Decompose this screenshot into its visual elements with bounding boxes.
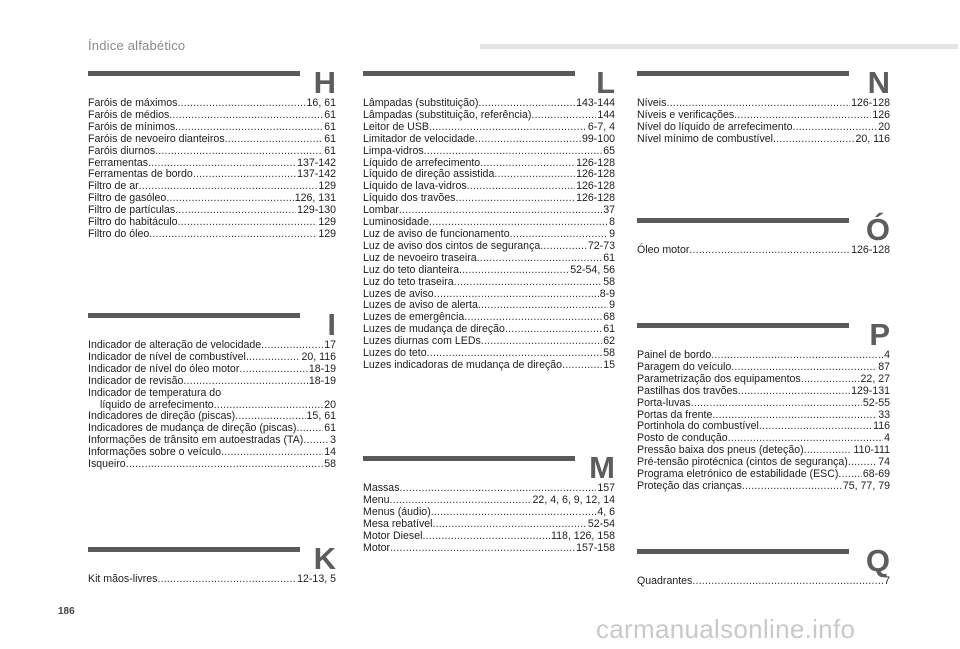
entry-pages: 33: [878, 408, 890, 421]
index-entry: [363, 265, 615, 277]
entry-pages: 4: [884, 432, 890, 445]
entry-label: Líquido de arrefecimento: [363, 156, 481, 169]
entry-label: Luzes do teto: [363, 347, 427, 360]
section-divider: [637, 218, 849, 223]
entry-label: Proteção das crianças: [637, 479, 742, 492]
entry-label: Lâmpadas (substituição, referência): [363, 108, 532, 121]
entry-pages: 20: [878, 120, 890, 133]
section-divider: [363, 71, 575, 76]
dot-leader: [225, 134, 324, 146]
dot-leader: [166, 193, 293, 205]
index-entry: [88, 364, 336, 376]
entry-label: líquido de arrefecimento: [100, 398, 214, 411]
entry-pages: 52-54: [587, 517, 615, 530]
page-header-title: Índice alfabético: [88, 38, 186, 53]
entry-label: Filtro de partículas: [88, 204, 176, 217]
entry-pages: 87: [878, 360, 890, 373]
entry-label: Luzes de mudança de direção: [363, 323, 505, 336]
index-entry: [88, 459, 336, 471]
index-entry: [637, 386, 890, 398]
entry-label: Informações de trânsito em autoestradas (TA): [88, 434, 304, 447]
dot-leader: [178, 217, 318, 229]
entry-label: Faróis diurnos: [88, 144, 156, 157]
entry-label: Posto de condução: [637, 432, 728, 445]
entry-label: Luzes de aviso: [363, 287, 434, 300]
entry-label: Luz de nevoeiro traseira: [363, 251, 477, 264]
section-letter: Q: [865, 543, 890, 578]
dot-leader: [193, 169, 296, 181]
entry-label: Luz de aviso de funcionamento: [363, 227, 510, 240]
entry-pages: 118, 126, 158: [550, 529, 615, 542]
entry-label: Portinhola do combustível: [637, 420, 759, 433]
dot-leader: [432, 519, 586, 531]
dot-leader: [239, 364, 308, 376]
dot-leader: [477, 253, 603, 265]
entry-label: Lâmpadas (substituição): [363, 97, 479, 109]
entry-pages: 110-111: [853, 444, 890, 457]
index-entry: [363, 134, 615, 146]
section-divider: [88, 313, 300, 318]
entry-label: Luzes de aviso de alerta: [363, 299, 478, 312]
entry-pages: 75, 77, 79: [842, 479, 890, 492]
entry-pages: 99-100: [582, 132, 615, 145]
entry-label: Lombar: [363, 204, 399, 217]
dot-leader: [711, 350, 883, 362]
section-k: [88, 541, 336, 586]
entry-pages: 22, 27: [860, 372, 890, 385]
entry-list: [88, 340, 336, 471]
dot-leader: [183, 376, 307, 388]
entry-label: Faróis de mínimos: [88, 120, 176, 133]
dot-leader: [480, 158, 575, 170]
entry-pages: 65: [603, 144, 615, 157]
dot-leader: [792, 122, 877, 134]
entry-pages: 137-142: [297, 168, 336, 181]
entry-pages: 129: [318, 180, 336, 193]
dot-leader: [759, 421, 872, 433]
entry-label: Líquido de lava-vidros: [363, 180, 467, 193]
entry-pages: 157: [597, 482, 615, 494]
entry-label: Óleo motor: [637, 244, 690, 256]
entry-pages: 61: [324, 144, 336, 157]
dot-leader: [177, 98, 305, 110]
entry-label: Menus (áudio): [363, 505, 431, 518]
section-p: [637, 317, 890, 493]
index-entry: [637, 245, 890, 257]
dot-leader: [399, 205, 602, 217]
entry-pages: 72-73: [587, 239, 615, 252]
entry-label: Luzes de emergência: [363, 311, 465, 324]
dot-leader: [431, 507, 597, 519]
index-entry: [88, 122, 336, 134]
entry-pages: 126-128: [576, 168, 615, 181]
dot-leader: [505, 324, 602, 336]
entry-pages: 4, 6: [597, 505, 615, 518]
entry-pages: 9: [609, 227, 615, 240]
dot-leader: [801, 374, 860, 386]
entry-pages: 58: [603, 275, 615, 288]
index-entry: [637, 122, 890, 134]
entry-pages: 8-9: [599, 287, 615, 300]
entry-label: Faróis de máximos: [88, 97, 178, 109]
entry-label: Paragem do veículo: [637, 360, 732, 373]
watermark-text: carmanualsonline.info: [596, 614, 856, 644]
section-letter: L: [596, 65, 615, 100]
section-i: [88, 307, 336, 471]
entry-pages: 126-128: [576, 156, 615, 169]
entry-pages: 37: [603, 204, 615, 217]
entry-label: Indicador de revisão: [88, 374, 184, 387]
entry-pages: 61: [324, 120, 336, 133]
entry-label: Filtro de gasóleo: [88, 192, 167, 205]
entry-pages: 126: [872, 108, 890, 121]
dot-leader: [478, 300, 608, 312]
dot-leader: [494, 169, 575, 181]
index-entry: [363, 543, 615, 555]
entry-label: Luz do teto dianteira: [363, 263, 460, 276]
entry-label: Níveis e verificações: [637, 108, 735, 121]
dot-leader: [692, 576, 883, 588]
index-entry: [363, 146, 615, 158]
entry-pages: 20, 116: [301, 350, 336, 363]
entry-pages: 129-131: [851, 384, 890, 397]
dot-leader: [149, 229, 317, 241]
entry-pages: 144: [597, 108, 615, 121]
index-entry: [363, 193, 615, 205]
entry-label: Luz de aviso dos cintos de segurança: [363, 239, 541, 252]
index-entry: [363, 360, 615, 372]
dot-leader: [531, 110, 596, 122]
entry-label: Painel de bordo: [637, 349, 712, 361]
entry-pages: 126, 131: [294, 192, 336, 205]
section-l: [363, 65, 615, 372]
entry-pages: 126-128: [851, 97, 890, 109]
section-divider: [363, 456, 575, 461]
entry-pages: 58: [324, 458, 336, 471]
entry-label: Indicadores de direção (piscas): [88, 410, 236, 423]
entry-label: Luzes diurnas com LEDs: [363, 335, 481, 348]
entry-pages: 129: [318, 216, 336, 229]
section-letter: N: [867, 65, 890, 100]
entry-pages: 14: [324, 446, 336, 459]
entry-label: Massas: [363, 482, 400, 494]
entry-label: Pastilhas dos travões: [637, 384, 738, 397]
dot-leader: [429, 122, 587, 134]
section-o: [637, 212, 890, 257]
entry-pages: 20: [324, 398, 336, 411]
index-entry: [363, 519, 615, 531]
entry-label: Parametrização dos equipamentos: [637, 372, 801, 385]
entry-pages: 9: [609, 299, 615, 312]
entry-label: Líquido de direção assistida: [363, 168, 495, 181]
index-entry: [637, 481, 890, 493]
section-divider: [637, 323, 849, 328]
entry-pages: 74: [878, 456, 890, 469]
entry-label: Indicador de alteração de velocidade: [88, 339, 262, 351]
entry-label: Nível mínimo de combustível: [637, 132, 774, 145]
entry-pages: 68-69: [862, 468, 890, 481]
dot-leader: [742, 481, 842, 493]
entry-label: Isqueiro: [88, 458, 126, 471]
entry-pages: 157-158: [576, 541, 615, 554]
dot-leader: [175, 205, 296, 217]
entry-pages: 126-128: [851, 244, 890, 256]
entry-label: Luz do teto traseira: [363, 275, 454, 288]
entry-pages: 3: [330, 434, 336, 447]
entry-label: Filtro de ar: [88, 180, 139, 193]
entry-pages: 68: [603, 311, 615, 324]
entry-label: Programa eletrónico de estabilidade (ESC): [637, 468, 839, 481]
entry-list: [637, 98, 890, 146]
dot-leader: [455, 193, 575, 205]
section-n: [637, 65, 890, 146]
entry-list: [88, 98, 336, 241]
index-entry: [88, 229, 336, 241]
entry-pages: 129-130: [297, 204, 336, 217]
entry-pages: 52-55: [862, 396, 890, 409]
index-entry: [88, 134, 336, 146]
section-h: [88, 65, 336, 241]
entry-pages: 61: [324, 108, 336, 121]
dot-leader: [475, 134, 581, 146]
entry-pages: 22, 4, 6, 9, 12, 14: [532, 493, 615, 506]
entry-label: Filtro do óleo: [88, 227, 150, 240]
entry-pages: 126-128: [576, 192, 615, 205]
entry-label: Luzes indicadoras de mudança de direção: [363, 358, 563, 371]
entry-list: [363, 98, 615, 372]
section-divider: [637, 549, 849, 554]
dot-leader: [459, 265, 569, 277]
entry-label: Motor: [363, 541, 391, 554]
entry-label: Indicadores de mudança de direção (piscas): [88, 422, 297, 435]
entry-pages: 18-19: [308, 362, 336, 375]
entry-pages: 116: [873, 420, 890, 433]
entry-pages: 61: [603, 251, 615, 264]
entry-label: Indicador de nível de combustível: [88, 350, 246, 363]
entry-pages: 61: [324, 422, 336, 435]
entry-pages: 143-144: [576, 97, 615, 109]
index-entry: [363, 241, 615, 253]
dot-leader: [169, 110, 323, 122]
entry-label: Filtro do habitáculo: [88, 216, 178, 229]
entry-label: Mesa rebatível: [363, 517, 433, 530]
entry-pages: 62: [603, 335, 615, 348]
dot-leader: [126, 459, 324, 471]
index-entry: [88, 146, 336, 158]
entry-label: Informações sobre o veículo: [88, 446, 222, 459]
dot-leader: [157, 574, 296, 586]
entry-label: Faróis de nevoeiro dianteiros: [88, 132, 225, 145]
section-divider: [88, 547, 300, 552]
entry-label: Leitor de USB: [363, 120, 429, 133]
section-letter: I: [327, 307, 336, 342]
section-m: [363, 450, 615, 554]
dot-leader: [424, 146, 603, 158]
index-entry: [637, 576, 890, 588]
dot-leader: [246, 352, 301, 364]
section-letter: M: [589, 450, 615, 485]
entry-pages: 12-13, 5: [297, 573, 336, 585]
dot-leader: [540, 241, 587, 253]
section-divider: [88, 71, 300, 76]
entry-label: Ferramentas de bordo: [88, 168, 193, 181]
dot-leader: [422, 531, 550, 543]
entry-list: [637, 245, 890, 257]
entry-label: Líquido dos travões: [363, 192, 456, 205]
entry-label: Ferramentas: [88, 156, 149, 169]
entry-label: Portas da frente: [637, 408, 713, 421]
section-q: [637, 543, 890, 588]
index-entry: Indicador de temperatura do: [88, 386, 222, 399]
index-entry: [88, 574, 336, 586]
entry-label: Motor Diesel: [363, 529, 423, 542]
section-letter: K: [313, 541, 336, 576]
entry-label: Faróis de médios: [88, 108, 170, 121]
header-divider-bar: [480, 44, 958, 49]
entry-pages: 61: [324, 132, 336, 145]
entry-pages: 137-142: [297, 156, 336, 169]
entry-list: [88, 574, 336, 586]
entry-list: [637, 350, 890, 493]
section-letter: Ó: [865, 212, 890, 247]
entry-label: Porta-luvas: [637, 396, 691, 409]
entry-pages: 61: [603, 323, 615, 336]
entry-pages: 126-128: [576, 180, 615, 193]
index-entry: [637, 134, 890, 146]
entry-label: Kit mãos-livres: [88, 573, 158, 585]
section-divider: [637, 71, 849, 76]
index-entry: [637, 398, 890, 410]
index-entry: [637, 374, 890, 386]
index-entry: [363, 277, 615, 289]
section-letter: P: [869, 317, 890, 352]
entry-pages: 18-19: [308, 374, 336, 387]
entry-pages: 15, 61: [306, 410, 336, 423]
entry-pages: 8: [609, 216, 615, 229]
dot-leader: [773, 134, 854, 146]
index-entry: [363, 253, 615, 265]
entry-pages: 16, 61: [306, 97, 336, 109]
entry-list: [363, 483, 615, 554]
entry-label: Limpa-vidros: [363, 144, 424, 157]
entry-pages: 6-7, 4: [587, 120, 615, 133]
dot-leader: [562, 360, 602, 372]
index-entry: [363, 507, 615, 519]
index-entry: [88, 376, 336, 388]
entry-label: Pressão baixa dos pneus (deteção): [637, 444, 804, 457]
section-letter: H: [313, 65, 336, 100]
dot-leader: [467, 181, 575, 193]
entry-label: Níveis: [637, 97, 667, 109]
entry-label: Limitador de velocidade: [363, 132, 475, 145]
index-entry: [363, 122, 615, 134]
dot-leader: [454, 277, 603, 289]
dot-leader: [221, 447, 323, 459]
entry-pages: 15: [603, 358, 615, 371]
dot-leader: [155, 146, 323, 158]
dot-leader: [738, 386, 850, 398]
entry-label: Quadrantes: [637, 575, 693, 587]
entry-pages: 20, 116: [855, 132, 890, 145]
entry-label: Pré-tensão pirotécnica (cintos de segurança): [637, 456, 848, 469]
index-entry: [363, 531, 615, 543]
entry-pages: 129: [318, 227, 336, 240]
entry-pages: 7: [884, 575, 890, 587]
entry-label: Indicador de nível do óleo motor: [88, 362, 240, 375]
entry-label: Menu: [363, 493, 390, 506]
dot-leader: [689, 245, 850, 257]
entry-pages: 4: [884, 349, 890, 361]
page-number: 186: [58, 606, 75, 617]
entry-label: Luminosidade: [363, 216, 429, 229]
dot-leader: [175, 122, 323, 134]
dot-leader: [481, 336, 602, 348]
dot-leader: [390, 543, 575, 555]
entry-pages: 52-54, 56: [570, 263, 615, 276]
entry-pages: 17: [324, 339, 336, 351]
entry-pages: 58: [603, 347, 615, 360]
entry-label: Nível do líquido de arrefecimento: [637, 120, 793, 133]
dot-leader: [691, 398, 862, 410]
entry-list: [637, 576, 890, 588]
